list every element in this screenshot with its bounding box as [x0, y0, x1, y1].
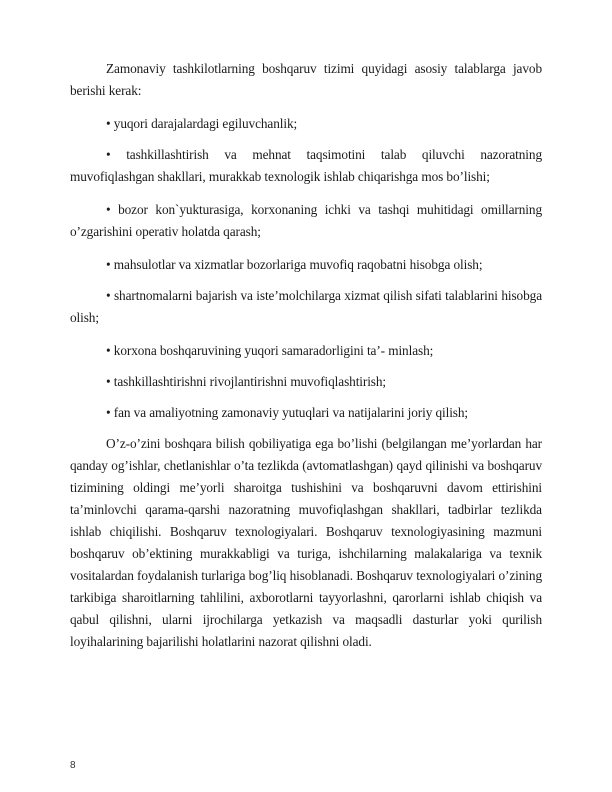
bullet-organization: • tashkillashtirishni rivojlantirishni muvofiqlashtirish;: [106, 374, 387, 389]
intro-paragraph: Zamonaviy tashkilotlarning boshqaruv tizimi quyidagi asosiy talablarga javob berishi kerak:: [70, 61, 542, 98]
bullet-flexibility: • yuqori darajalardagi egiluvchanlik;: [106, 116, 298, 131]
bullet-control-forms: • tashkillashtirish va mehnat taqsimotini talab qiluvchi nazoratning muvofiqlashgan shakllari, murakkab texnologik ishlab chiqarishga mos bo’lishi;: [70, 147, 542, 184]
document-body: [70, 58, 542, 653]
self-management-paragraph: O’z-o’zini boshqara bilish qobiliyatiga ega bo’lishi (belgilangan me’yorlardan har qanday og’ishlar, chetlanishlar o’ta tezlikda (avtomatlashgan) qayd qilinishi va boshqaruv tizimining oldingi me’yorli sharoitga tushishini va boshqaruvni davom ettirishini ta’minlovchi qarama-qarshi nazoratning muvofiqlashgan shakllari, tadbirlar tezlikda ishlab chiqilishi. Boshqaruv texnologiyalari. Boshqaruv texnologiyasining mazmuni boshqaruv ob’ektining murakkabligi va turiga, ishchilarning malakalariga va texnik vositalardan foydalanish turlariga bog’liq hisoblanadi. Boshqaruv texnologiyalari o’zining tarkibiga sharoitlarning tahlilini, axborotlarni tayyorlashni, qarorlarni ishlab chiqish va qabul qilishni, ularni ijrochilarga yetkazish va maqsadli dasturlar yoki qurilish loyihalarining bajarilishi holatlarini nazorat qilishni oladi.: [70, 436, 542, 649]
page-number: 8: [70, 760, 76, 771]
bullet-contracts: • shartnomalarni bajarish va iste’molchilarga xizmat qilish sifati talablarini hisobga olish;: [70, 288, 542, 325]
bullet-science: • fan va amaliyotning zamonaviy yutuqlari va natijalarini joriy qilish;: [106, 405, 469, 420]
bullet-efficiency: • korxona boshqaruvining yuqori samaradorligini ta’- minlash;: [106, 343, 434, 358]
bullet-market-conjuncture: • bozor kon`yukturasiga, korxonaning ichki va tashqi muhitidagi omillarning o’zgarishini operativ holatda qarash;: [70, 202, 542, 239]
bullet-competition: • mahsulotlar va xizmatlar bozorlariga muvofiq raqobatni hisobga olish;: [106, 257, 483, 272]
